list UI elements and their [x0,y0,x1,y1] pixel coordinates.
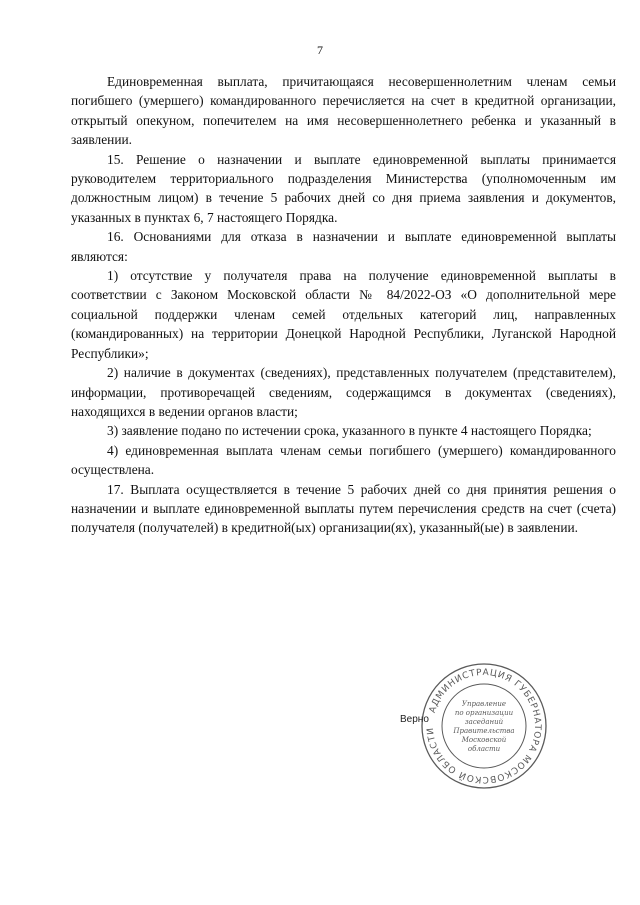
paragraph-17-payment-terms: 17. Выплата осуществляется в течение 5 рабочих дней со дня принятия решения о назначении и выплате единовременной выплаты путем перечисления средств на счет (счета) получателя (получателей) в кредитной(ых) организации(ях), указанный(ые) в заявлении. [71,481,616,536]
paragraph-15-decision: 15. Решение о назначении и выплате единовременной выплаты принимается руководителем территориального подразделения Министерства (уполномоченным им должностным лицом) в течение 5 рабочих дней со дня приема заявления и документов, указанных в пунктах 6, 7 настоящего Порядка. [71,151,616,225]
stamp-center-line-3: заседаний [464,718,504,726]
paragraph-payment-to-minors: Единовременная выплата, причитающаяся несовершеннолетним членам семьи погибшего (умершего) командированного перечисляется на счет в кредитной организации, открытый опекуном, попечителем на имя несовершеннолетнего ребенка и указанный в заявлении. [71,74,616,148]
verno-mark: Верно [400,714,429,725]
stamp-seal [420,662,548,790]
stamp-center-line-4: Правительства [453,727,515,735]
page-number: 7 [317,43,323,57]
stamp-ring-text: АДМИНИСТРАЦИЯ ГУБЕРНАТОРА МОСКОВСКОЙ ОБЛАСТИ [425,667,543,785]
refusal-ground-2: 2) наличие в документах (сведениях), представленных получателем (представителем), информации, противоречащей сведениям, содержащимся в документах (сведениях), находящихся в ведении органов власти; [71,365,616,419]
stamp-center-line-1: Управление [461,700,507,708]
stamp-center-line-5: Московской [461,736,507,744]
refusal-ground-1: 1) отсутствие у получателя права на получение единовременной выплаты в соответствии с Законом Московской области № 84/2022-ОЗ «О дополнительной мере социальной поддержки членам семей отдельных категорий лиц, направленных (командированных) на территории Донецкой Народной Республики, Луганской Народной Республики»; [71,268,616,361]
document-body [71,72,616,538]
stamp-outer-ring [422,664,546,788]
stamp-center-line-2: по организации [454,709,514,717]
refusal-ground-3: 3) заявление подано по истечении срока, указанного в пункте 4 настоящего Порядка; [107,423,592,439]
stamp-inner-ring [442,684,526,768]
paragraph-16-refusal-grounds: 16. Основаниями для отказа в назначении и выплате единовременной выплаты являются: [71,229,616,264]
refusal-ground-4: 4) единовременная выплата членам семьи погибшего (умершего) командированного осуществлена. [71,442,616,478]
stamp-center-line-6: области [467,745,501,753]
official-stamp [420,662,548,790]
